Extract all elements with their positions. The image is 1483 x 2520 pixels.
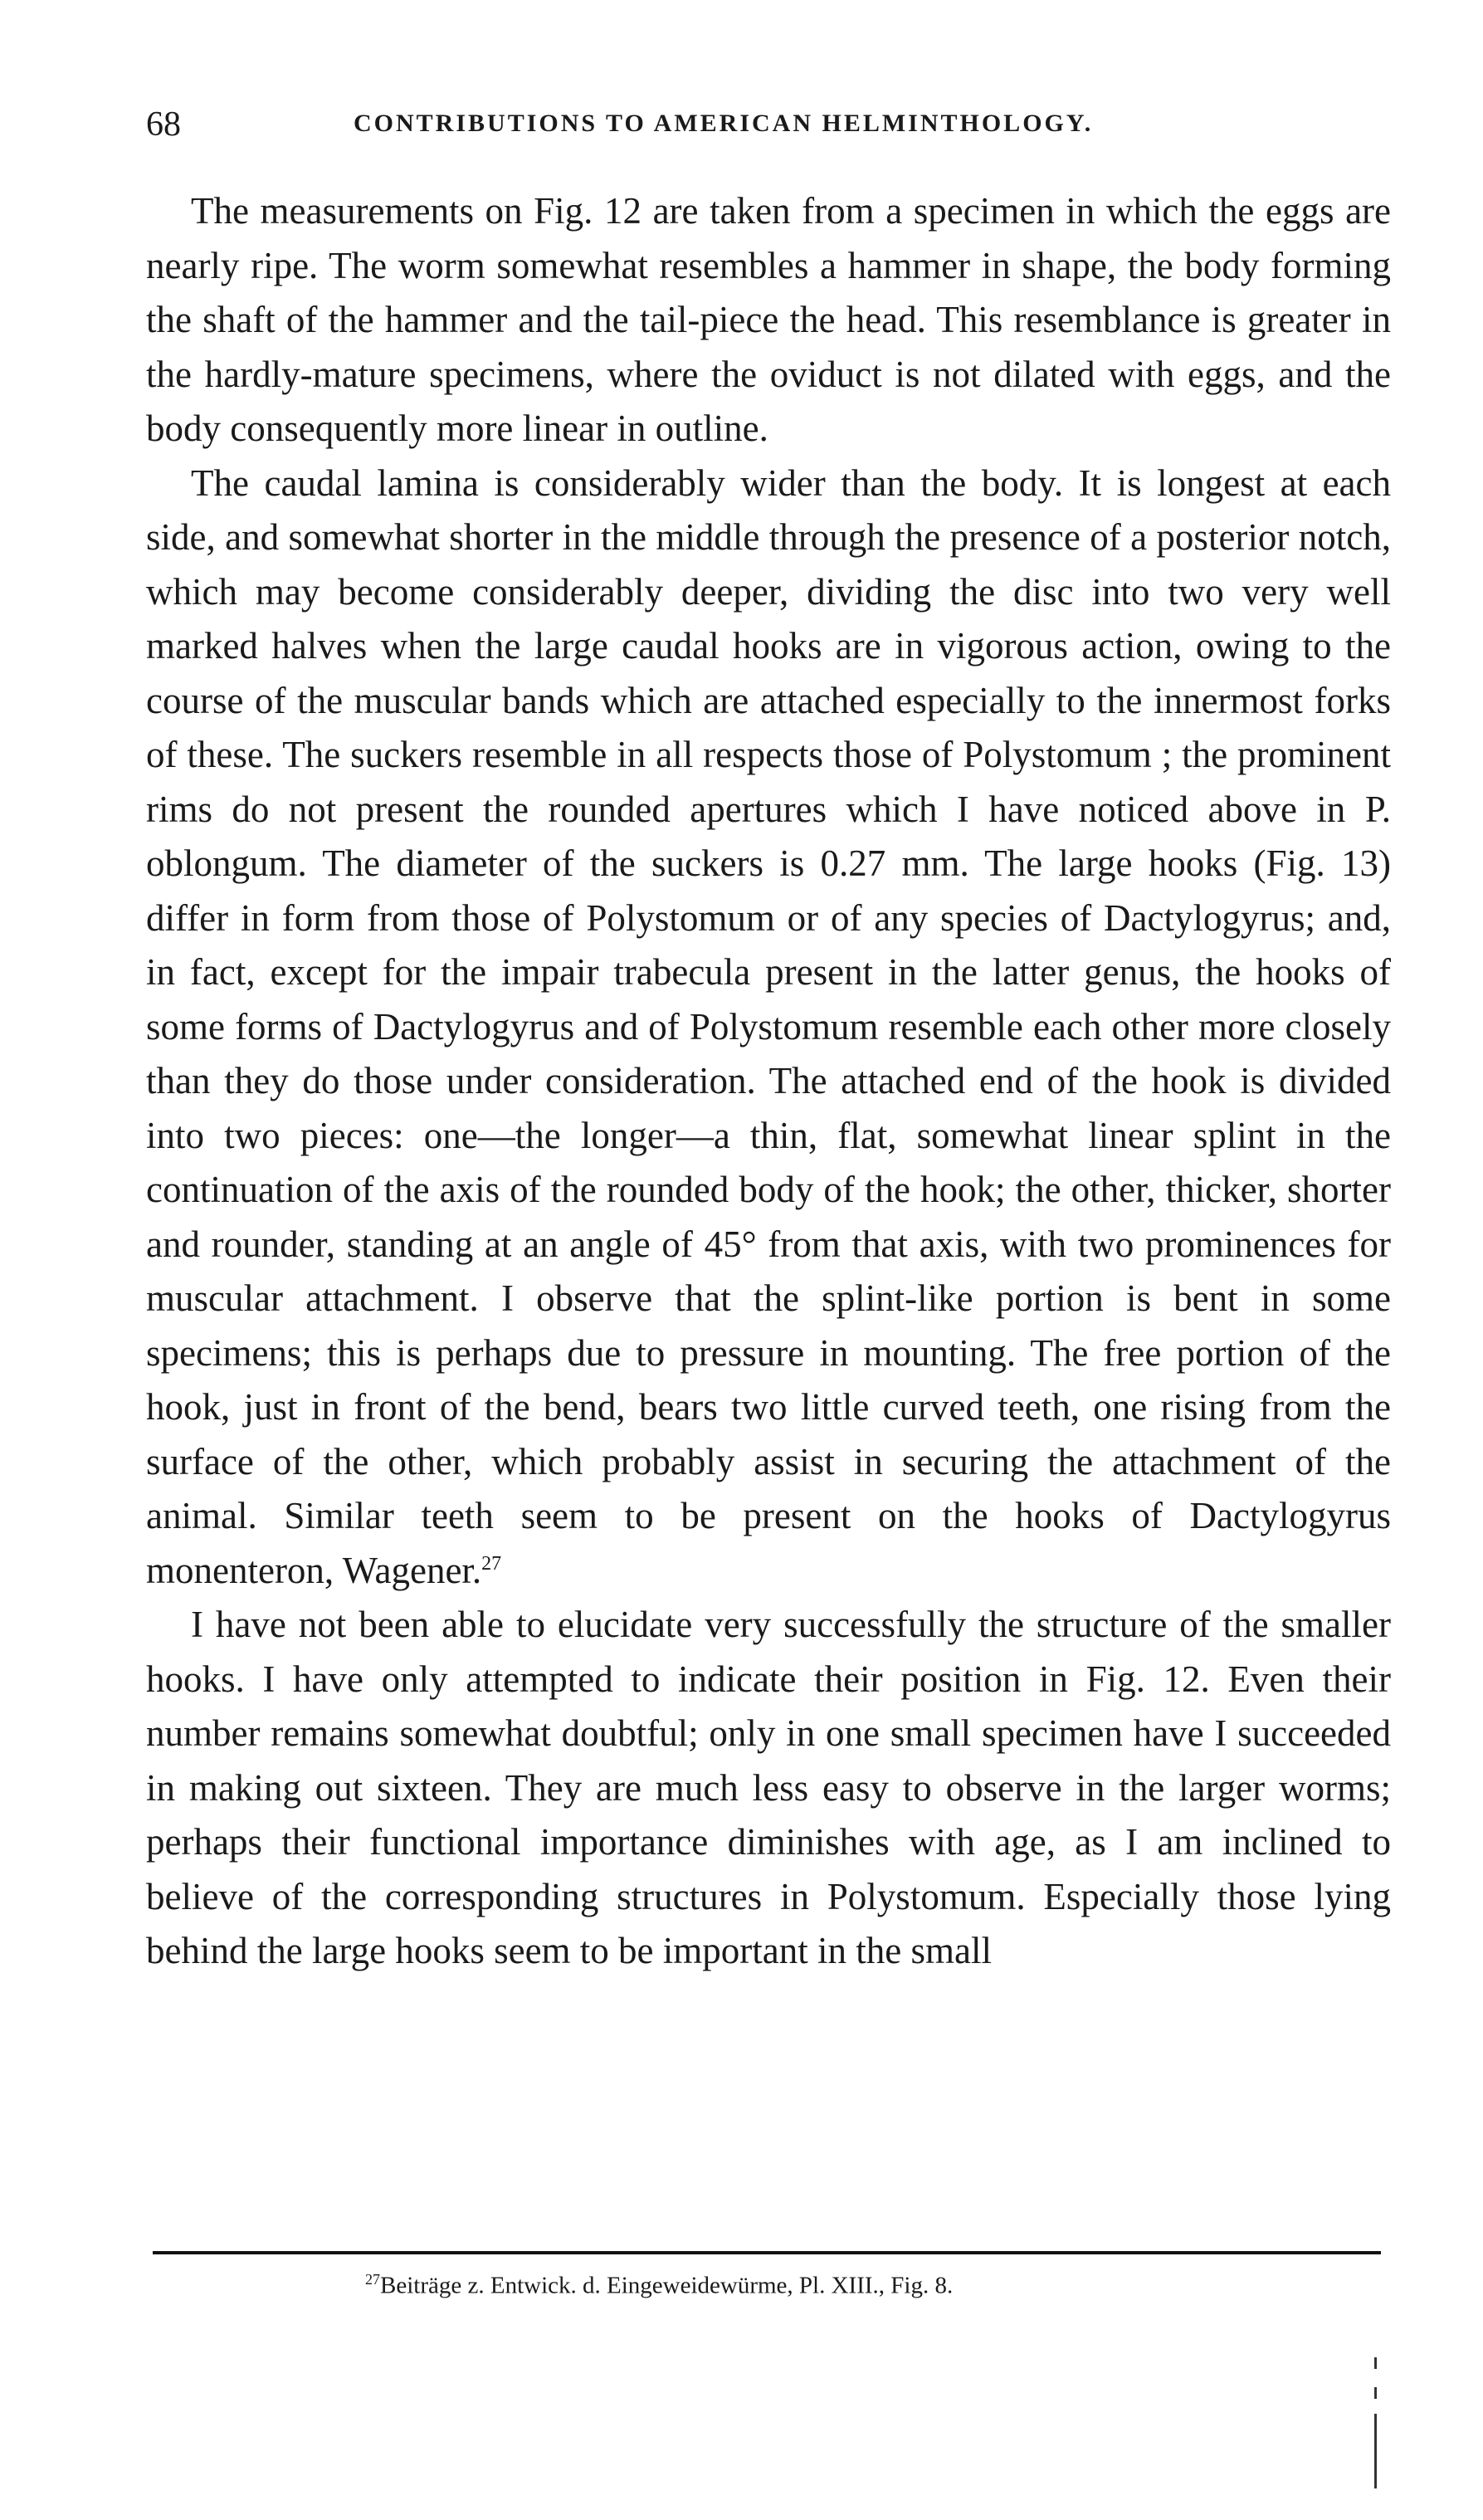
paragraph-1: The measurements on Fig. 12 are taken from a specimen in which the eggs are nearly ripe. The worm somewhat resembles a hammer in shape, the body forming the shaft of the hammer and the tail-piece the head. This resemblance is greater in the hardly-mature specimens, where the oviduct is not dilated with eggs, and the body consequently more linear in outline. bbox=[146, 190, 1391, 449]
footnote-reference: 27 bbox=[481, 1552, 502, 1575]
body-text bbox=[146, 184, 1391, 1979]
margin-mark bbox=[1374, 2357, 1377, 2490]
running-title: CONTRIBUTIONS TO AMERICAN HELMINTHOLOGY. bbox=[354, 110, 1094, 137]
page-number: 68 bbox=[146, 105, 181, 144]
paragraph-2-text: The caudal lamina is considerably wider than the body. It is longest at each side, and somewhat shorter in the middle through the presence of a posterior notch, which may become considerably deeper, dividing the disc into two very well marked halves when the large caudal hooks are in vigorous action, owing to the course of the muscular bands which are attached especially to the innermost forks of these. The suckers resemble in all respects those of Polystomum ; the prominent rims do not present the rounded apertures which I have noticed above in P. oblongum. The diameter of the suckers is 0.27 mm. The large hooks (Fig. 13) differ in form from those of Polystomum or of any species of Dactylogyrus; and, in fact, except for the impair trabecula present in the latter genus, the hooks of some forms of Dactylogyrus and of Polystomum resemble each other more closely than they do those under consideration. The attached end of the hook is divided into two pieces: one—the longer—a thin, flat, somewhat linear splint in the continuation of the axis of the rounded body of the hook; the other, thicker, shorter and rounder, standing at an angle of 45° from that axis, with two prominences for muscular attachment. I observe that the splint-like portion is bent in some specimens; this is perhaps due to pressure in mounting. The free portion of the hook, just in front of the bend, bears two little curved teeth, one rising from the surface of the other, which probably assist in securing the attachment of the animal. Similar teeth seem to be present on the hooks of Dactylogyrus monenteron, Wagener. bbox=[146, 462, 1391, 1591]
footnote-divider bbox=[153, 2251, 1381, 2254]
footnote bbox=[365, 2271, 953, 2300]
page-header bbox=[146, 105, 1391, 154]
paragraph-2 bbox=[146, 457, 1391, 1599]
footnote-number: 27 bbox=[365, 2271, 380, 2288]
paragraph-3: I have not been able to elucidate very successfully the structure of the smaller hooks. I have only attempted to indicate their position in Fig. 12. Even their number remains somewhat doubtful; only in one small specimen have I succeeded in making out sixteen. They are much less easy to observe in the larger worms; perhaps their functional importance diminishes with age, as I am inclined to believe of the corresponding structures in Polystomum. Especially those lying behind the large hooks seem to be important in the small bbox=[146, 1604, 1391, 1971]
footnote-text: Beiträge z. Entwick. d. Eingeweidewürme, Pl. XIII., Fig. 8. bbox=[380, 2272, 954, 2299]
